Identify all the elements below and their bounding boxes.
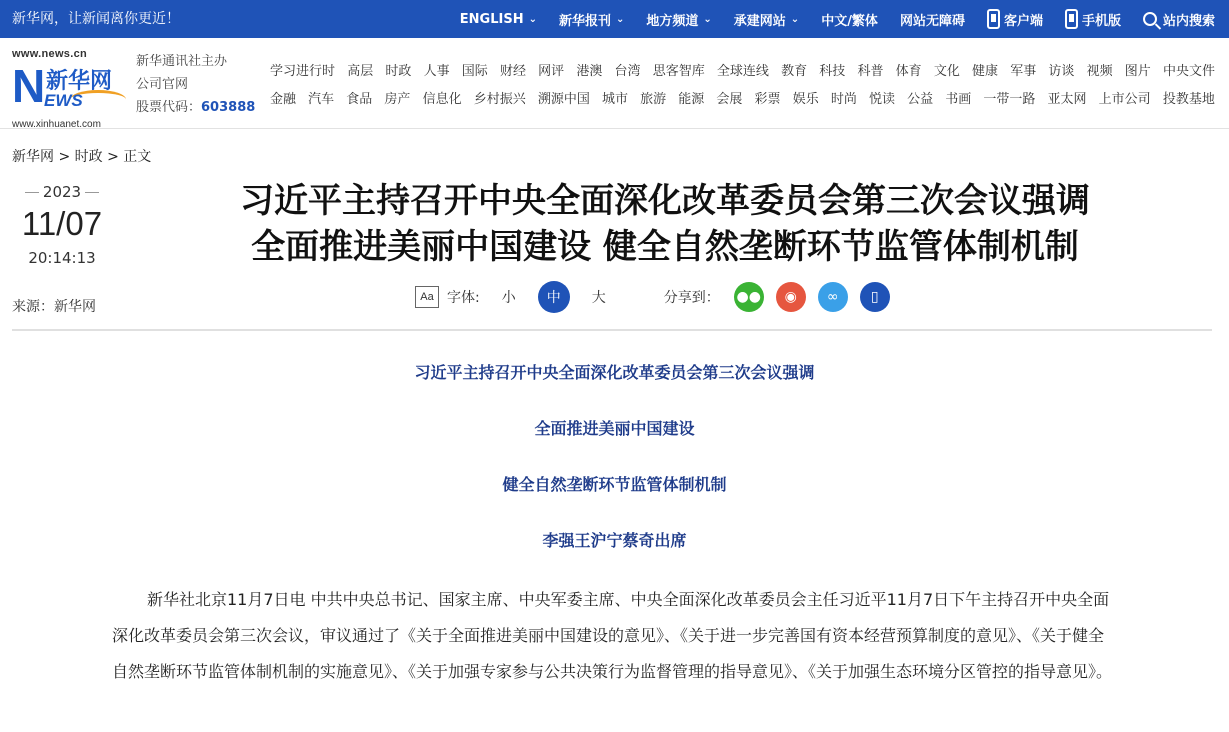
logo-url-bottom: www.xinhuanet.com [12, 119, 101, 130]
weibo-icon[interactable]: ◉ [776, 282, 806, 312]
channel-link[interactable]: 体育 [895, 64, 922, 79]
top-nav-search[interactable] [1143, 10, 1215, 29]
article-source: 来源：新华网 [12, 299, 96, 315]
top-nav-label: 新华报刊 [558, 13, 611, 29]
logo-brand-cn: 新华网 [46, 69, 113, 94]
channel-link[interactable]: 食品 [346, 92, 373, 107]
site-slogan: 新华网，让新闻离你更近！ [12, 11, 180, 27]
channel-link[interactable]: 会展 [716, 92, 743, 107]
mobile-share-icon[interactable]: ▯ [860, 282, 890, 312]
top-nav-english[interactable] [460, 12, 537, 27]
top-nav-local-channels[interactable] [646, 10, 711, 29]
chevron-down-icon: ⌄ [703, 13, 712, 25]
stock-label: 股票代码： [136, 100, 202, 115]
channel-link[interactable]: 国际 [461, 64, 488, 79]
channel-link[interactable]: 教育 [781, 64, 808, 79]
channel-link[interactable]: 思客智库 [652, 64, 705, 79]
channel-link[interactable]: 信息化 [422, 92, 462, 107]
top-nav-mobile[interactable] [1065, 9, 1121, 29]
top-nav-label: 手机版 [1081, 13, 1121, 29]
channel-link[interactable]: 全球连线 [716, 64, 769, 79]
channel-link[interactable]: 科技 [819, 64, 846, 79]
stock-code[interactable]: 603888 [201, 100, 256, 115]
publish-date [12, 183, 112, 267]
channel-link[interactable]: 访谈 [1048, 64, 1075, 79]
top-nav-label: ENGLISH [459, 11, 524, 27]
top-nav-label: 网站无障碍 [899, 13, 965, 29]
channel-link[interactable]: 亚太网 [1047, 92, 1087, 107]
channel-link[interactable]: 书画 [945, 92, 972, 107]
channel-link[interactable]: 房产 [384, 92, 411, 107]
channel-link[interactable]: 网评 [538, 64, 565, 79]
top-nav-newspapers[interactable] [559, 10, 624, 29]
article-paragraph: 新华社北京11月7日电 中共中央总书记、国家主席、中央军委主席、中央全面深化改革委员会主任习近平11月7日下午主持召开中央全面深化改革委员会第三次会议，审议通过了《关于全面推进美丽中国建设的意见》、《关于进一步完善国有资本经营预算制度的意见》、《关于健全自然垄断环节监管体制机制的实施意见》、《关于加强专家参与公共决策行为监督管理的指导意见》、《关于加强生态环境分区管控的指导意见》。 [112, 590, 1113, 681]
top-nav-label: 地方频道 [646, 13, 699, 29]
article-title [130, 178, 1200, 270]
font-label: 字体: [447, 290, 480, 306]
channel-link[interactable]: 公益 [907, 92, 934, 107]
site-header [0, 38, 1229, 129]
channel-link[interactable]: 科普 [857, 64, 884, 79]
top-nav [438, 0, 1215, 38]
top-nav-client[interactable] [987, 9, 1043, 29]
logo-letter-n: N [12, 60, 46, 112]
channel-link[interactable]: 高层 [347, 64, 374, 79]
org-info [136, 50, 255, 119]
top-bar [0, 0, 1229, 38]
publish-year: 2023 [42, 183, 82, 201]
phone-icon [987, 9, 1000, 29]
channel-link[interactable]: 乡村振兴 [473, 92, 526, 107]
search-icon [1143, 12, 1157, 26]
publish-monthday: 11/07 [21, 205, 103, 242]
logo-url-top: www.news.cn [12, 48, 88, 60]
channel-nav [270, 60, 1215, 116]
channel-link[interactable]: 娱乐 [792, 92, 819, 107]
font-size-small[interactable]: 小 [501, 290, 516, 306]
channel-link[interactable]: 金融 [270, 92, 297, 107]
channel-link[interactable]: 投教基地 [1162, 92, 1215, 107]
publish-time: 20:14:13 [28, 249, 96, 267]
mobile-icon [1065, 9, 1078, 29]
channel-link[interactable]: 汽车 [308, 92, 335, 107]
channel-link[interactable]: 人事 [423, 64, 450, 79]
channel-link[interactable]: 上市公司 [1098, 92, 1151, 107]
channel-link[interactable]: 能源 [678, 92, 705, 107]
channel-link[interactable]: 财经 [499, 64, 526, 79]
channel-link[interactable]: 溯源中国 [537, 92, 590, 107]
channel-row-2 [270, 88, 1215, 116]
org-line2: 公司官网 [136, 77, 189, 92]
channel-link[interactable]: 学习进行时 [270, 64, 336, 79]
font-size-large[interactable]: 大 [591, 290, 606, 306]
chevron-down-icon: ⌄ [790, 13, 800, 25]
channel-link[interactable]: 图片 [1124, 64, 1151, 79]
font-size-medium[interactable]: 中 [538, 281, 570, 313]
channel-link[interactable]: 一带一路 [983, 92, 1036, 107]
top-nav-label: 客户端 [1003, 13, 1043, 29]
publish-year-line [12, 183, 112, 201]
channel-link[interactable]: 悦读 [868, 92, 895, 107]
top-nav-traditional[interactable] [821, 10, 878, 29]
channel-link[interactable]: 视频 [1086, 64, 1113, 79]
font-size-icon: Aa [415, 286, 439, 308]
channel-link[interactable]: 旅游 [640, 92, 667, 107]
channel-link[interactable]: 台湾 [614, 64, 641, 79]
channel-link[interactable]: 时尚 [830, 92, 857, 107]
channel-link[interactable]: 文化 [933, 64, 960, 79]
stock-code-line [136, 96, 255, 119]
top-nav-label: 承建网站 [733, 13, 786, 29]
share-label: 分享到： [663, 290, 720, 306]
channel-link[interactable]: 军事 [1010, 64, 1037, 79]
channel-link[interactable]: 健康 [972, 64, 999, 79]
chevron-down-icon: ⌄ [528, 13, 537, 25]
wechat-icon[interactable]: ●● [734, 282, 764, 312]
top-nav-hosted-sites[interactable] [734, 10, 799, 29]
article-tools [415, 281, 902, 313]
divider [85, 192, 99, 193]
top-nav-accessibility[interactable] [900, 10, 965, 29]
breadcrumb[interactable]: 新华网 > 时政 > 正文 [12, 149, 152, 165]
chevron-down-icon: ⌄ [615, 13, 625, 25]
title-divider [12, 329, 1212, 331]
site-logo[interactable] [10, 46, 128, 130]
link-icon[interactable]: ∞ [818, 282, 848, 312]
channel-link[interactable]: 城市 [601, 92, 628, 107]
divider [25, 192, 39, 193]
top-nav-label: 站内搜索 [1162, 13, 1215, 29]
channel-link[interactable]: 时政 [385, 64, 412, 79]
org-line1: 新华通讯社主办 [136, 54, 228, 69]
subtitle-4: 李强王沪宁蔡奇出席 [542, 531, 687, 550]
subtitle-2: 全面推进美丽中国建设 [534, 419, 695, 438]
logo-letters-ews: EWS [44, 91, 83, 110]
title-line-2: 全面推进美丽中国建设 健全自然垄断环节监管体制机制 [251, 227, 1079, 267]
channel-link[interactable]: 彩票 [754, 92, 781, 107]
channel-row-1 [270, 60, 1215, 88]
channel-link[interactable]: 中央文件 [1162, 64, 1215, 79]
subtitle-3: 健全自然垄断环节监管体制机制 [502, 475, 727, 494]
top-nav-label: 中文/繁体 [821, 13, 878, 29]
channel-link[interactable]: 港澳 [576, 64, 603, 79]
subtitle-1: 习近平主持召开中央全面深化改革委员会第三次会议强调 [414, 363, 815, 382]
title-line-1: 习近平主持召开中央全面深化改革委员会第三次会议强调 [240, 181, 1090, 221]
